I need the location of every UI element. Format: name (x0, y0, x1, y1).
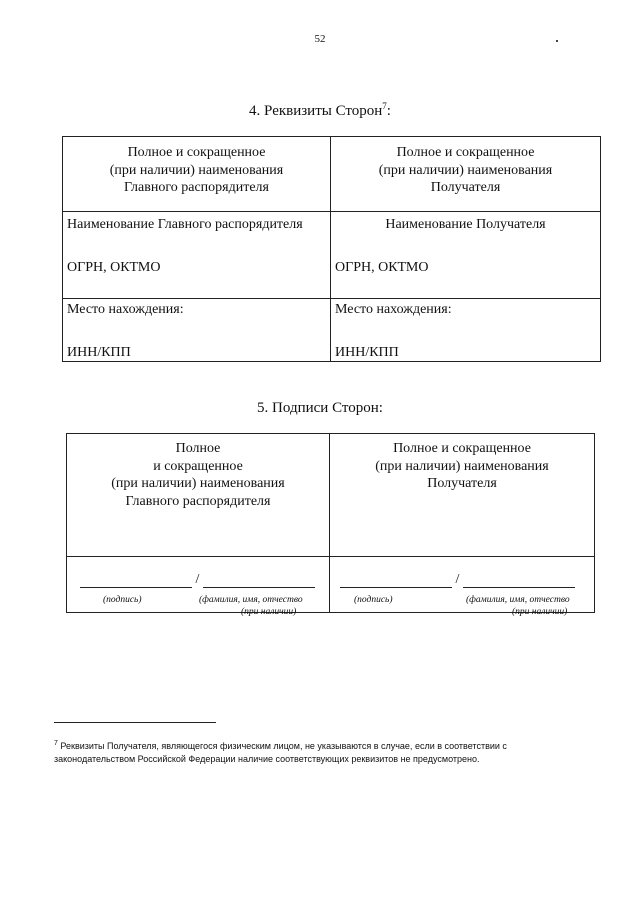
header-line: Главного распорядителя (125, 493, 271, 509)
name-caption-line2: (при наличии) (512, 607, 568, 617)
right-signatory-header (330, 434, 595, 557)
right-signature-cell (330, 557, 595, 617)
section-4-title-text: 4. Реквизиты Сторон (249, 103, 383, 119)
name-caption-line1: (фамилия, имя, отчество (466, 595, 570, 605)
table-row (67, 434, 595, 557)
right-ogrn-field: ОГРН, ОКТМО (335, 260, 429, 275)
header-line: (при наличии) наименования (109, 162, 284, 178)
table-row (63, 137, 601, 212)
right-name-cell (331, 212, 601, 299)
table-row (63, 299, 601, 362)
header-line: Получателя (430, 180, 501, 195)
footnote-text: Реквизиты Получателя, являющегося физическим лицом, не указываются в случае, если в соответствии с законодательством Российской Федерации наличие соответствующих реквизитов не предусмотрено. (54, 741, 507, 764)
scan-speck (556, 40, 558, 42)
left-signature-cell (67, 557, 330, 617)
signature-caption: (подпись) (354, 595, 393, 605)
header-line: (при наличии) наименования (378, 162, 553, 178)
header-line: Полное и сокращенное (393, 441, 531, 456)
right-name-field: Наименование Получателя (385, 217, 546, 232)
header-line: Получателя (427, 476, 497, 491)
left-signature-line (80, 572, 315, 588)
left-ogrn-field: ОГРН, ОКТМО (67, 260, 161, 275)
left-inn-field: ИНН/КПП (67, 345, 131, 360)
name-blank (463, 573, 575, 588)
table-row (67, 557, 595, 613)
header-line: Полное (175, 441, 221, 456)
name-blank (203, 573, 315, 588)
table-row (63, 212, 601, 299)
section-5-title: 5. Подписи Сторон: (257, 400, 383, 416)
slash-separator: / (455, 572, 460, 587)
page-number: 52 (314, 33, 326, 45)
signature-caption: (подпись) (103, 595, 142, 605)
right-inn-field: ИНН/КПП (335, 345, 399, 360)
signature-blank (80, 573, 192, 588)
section-4-title-colon: : (386, 103, 391, 119)
right-location-cell (331, 299, 601, 362)
left-location-cell (63, 299, 331, 362)
right-signature-line (340, 572, 575, 588)
footnote-reference: 7 (382, 101, 387, 111)
header-line: Главного распорядителя (124, 180, 269, 195)
header-line: Полное и сокращенное (396, 145, 535, 160)
section-4-title (0, 103, 640, 120)
header-line: (при наличии) наименования (111, 476, 285, 491)
header-line: (при наличии) наименования (375, 458, 549, 474)
slash-separator: / (195, 572, 200, 587)
right-location-field: Место нахождения: (335, 302, 452, 317)
left-location-field: Место нахождения: (67, 302, 184, 317)
left-name-cell (63, 212, 331, 299)
right-party-header (331, 137, 601, 212)
footnote-mark: 7 (54, 740, 58, 747)
footnote-divider (54, 722, 216, 723)
footnote (54, 740, 574, 766)
signature-blank (340, 573, 452, 588)
left-name-field: Наименование Главного распорядителя (67, 217, 303, 232)
left-signatory-header (67, 434, 330, 557)
left-party-header (63, 137, 331, 212)
name-caption-line1: (фамилия, имя, отчество (199, 595, 303, 605)
name-caption-line2: (при наличии) (241, 607, 297, 617)
header-line: Полное и сокращенное (127, 145, 266, 160)
header-line: и сокращенное (153, 458, 243, 474)
signatures-table (66, 433, 595, 617)
party-details-table (62, 136, 601, 362)
